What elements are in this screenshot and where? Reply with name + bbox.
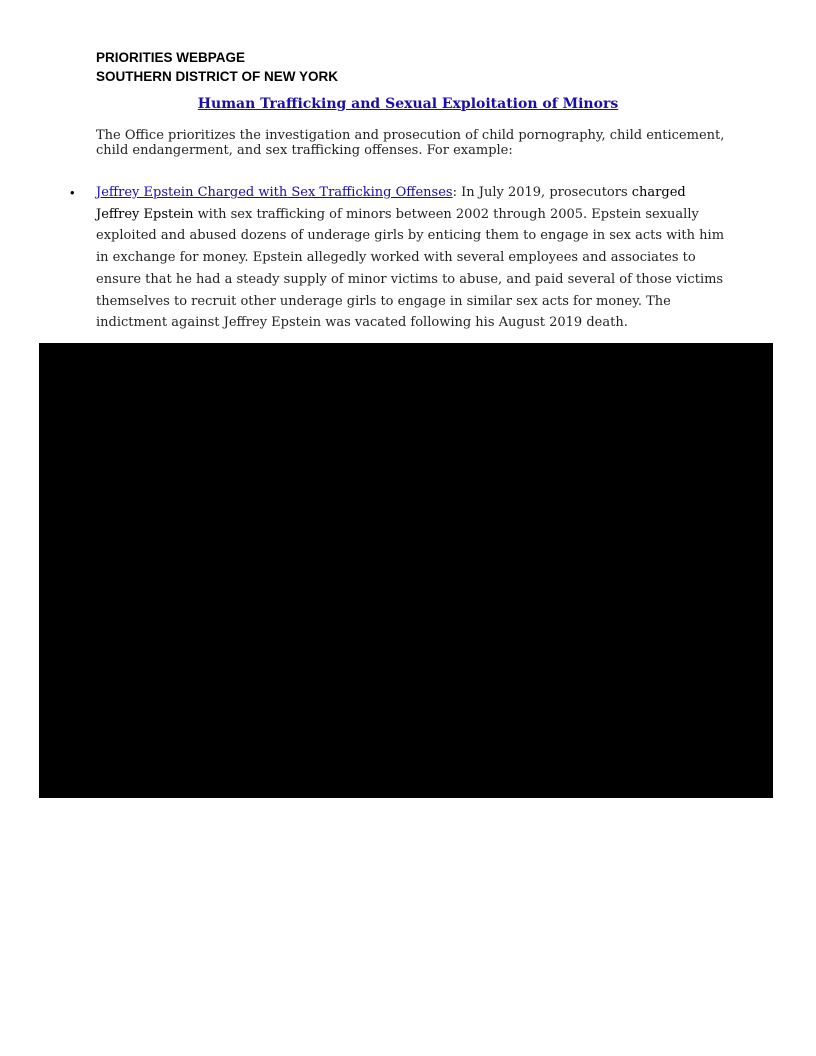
bullet-text-1: : In July 2019, prosecutors (452, 185, 632, 200)
list-item (70, 182, 732, 334)
document-header (96, 48, 338, 86)
redaction-block (39, 343, 773, 798)
bullet-icon: • (70, 185, 75, 200)
epstein-charges-link[interactable]: Jeffrey Epstein Charged with Sex Trafficking Offenses (96, 185, 453, 200)
bullet-emphasis: charged Jeffrey Epstein (96, 185, 686, 222)
section-title-link[interactable]: Human Trafficking and Sexual Exploitation of Minors (197, 96, 619, 112)
section-title (0, 95, 816, 113)
bullet-text-2: with sex trafficking of minors between 2002 through 2005. Epstein sexually exploited and abused dozens of underage girls by enticing them to engage in sex acts with him in exchange for money. Epstein allegedly worked with several employees and associates to ensure that he had a steady supply of minor victims to abuse, and paid several of those victims themselves to recruit other underage girls to engage in similar sex acts for money. The indictment against Jeffrey Epstein was vacated following his August 2019 death. (96, 206, 725, 331)
intro-paragraph: The Office prioritizes the investigation and prosecution of child pornography, child enticement, child endangerment, and sex trafficking offenses. For example: (96, 128, 725, 158)
header-line-2: SOUTHERN DISTRICT OF NEW YORK (96, 69, 339, 84)
header-line-1: PRIORITIES WEBPAGE (96, 50, 246, 65)
